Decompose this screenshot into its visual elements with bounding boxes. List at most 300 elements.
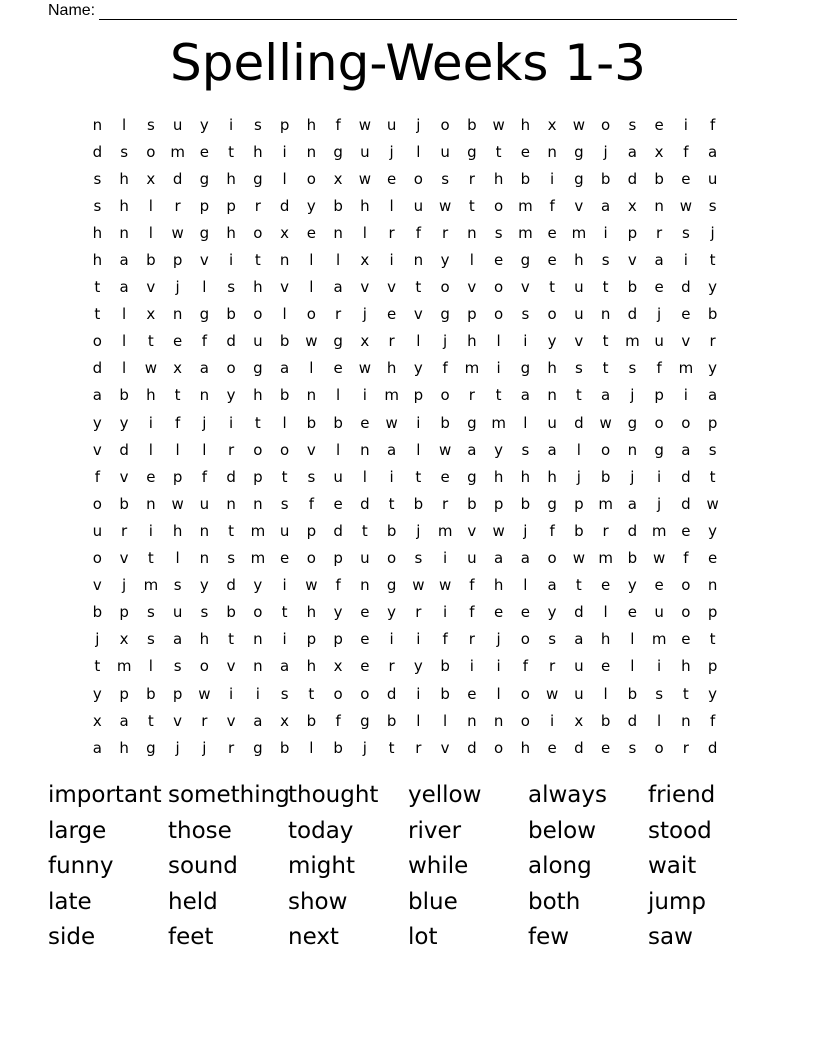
grid-letter: a <box>280 359 290 378</box>
word-list-item: funny <box>48 853 114 880</box>
grid-letter: l <box>122 332 127 351</box>
grid-letter: o <box>654 738 664 757</box>
grid-letter: r <box>388 332 395 351</box>
word-list-item: held <box>168 888 218 915</box>
grid-letter: u <box>199 494 210 513</box>
grid-letter: g <box>547 494 557 513</box>
grid-letter: e <box>681 630 691 649</box>
grid-letter: d <box>279 196 290 215</box>
grid-letter: i <box>683 115 688 134</box>
grid-letter: m <box>678 359 694 378</box>
grid-letter: h <box>574 251 584 270</box>
grid-letter: y <box>708 684 718 703</box>
grid-letter: j <box>202 738 207 757</box>
grid-letter: o <box>333 684 343 703</box>
grid-letter: a <box>173 630 183 649</box>
grid-letter: r <box>656 223 663 242</box>
grid-letter: n <box>547 142 557 161</box>
grid-letter: e <box>360 603 370 622</box>
grid-letter: s <box>146 630 155 649</box>
grid-letter: f <box>415 223 422 242</box>
grid-letter: t <box>549 278 556 297</box>
grid-letter: t <box>254 251 261 270</box>
grid-letter: p <box>493 494 504 513</box>
grid-letter: y <box>547 332 557 351</box>
grid-letter: r <box>121 521 128 540</box>
grid-letter: r <box>174 196 181 215</box>
grid-letter: h <box>92 223 103 242</box>
grid-letter: g <box>467 142 477 161</box>
grid-letter: y <box>440 251 450 270</box>
grid-letter: s <box>655 684 664 703</box>
grid-letter: b <box>574 521 584 540</box>
grid-letter: s <box>548 630 557 649</box>
grid-letter: p <box>306 521 317 540</box>
grid-letter: u <box>574 684 584 703</box>
grid-letter: v <box>146 278 156 297</box>
grid-letter: o <box>681 576 691 595</box>
name-field <box>48 0 737 20</box>
grid-letter: o <box>253 603 263 622</box>
grid-letter: m <box>651 630 667 649</box>
grid-letter: o <box>280 440 290 459</box>
grid-letter: b <box>467 494 477 513</box>
grid-letter: n <box>306 142 317 161</box>
grid-letter: o <box>253 223 263 242</box>
word-list-item: saw <box>648 924 693 951</box>
grid-letter: p <box>707 657 718 676</box>
grid-letter: n <box>360 440 370 459</box>
grid-letter: d <box>226 332 236 351</box>
grid-letter: v <box>306 440 316 459</box>
grid-letter: r <box>254 196 261 215</box>
grid-letter: r <box>468 630 475 649</box>
grid-letter: o <box>681 603 691 622</box>
grid-letter: a <box>627 142 637 161</box>
grid-letter: w <box>171 494 184 513</box>
word-list-item: lot <box>408 924 438 951</box>
grid-letter: l <box>122 359 127 378</box>
grid-letter: w <box>438 196 452 215</box>
grid-letter: s <box>93 169 102 188</box>
grid-letter: u <box>547 413 557 432</box>
grid-letter: t <box>228 142 235 161</box>
grid-letter: n <box>146 494 156 513</box>
grid-letter: s <box>521 305 530 324</box>
grid-letter: e <box>494 251 504 270</box>
grid-letter: h <box>493 467 504 486</box>
grid-letter: t <box>495 386 502 405</box>
grid-letter: t <box>94 657 101 676</box>
grid-letter: y <box>494 440 504 459</box>
grid-letter: i <box>683 386 688 405</box>
grid-letter: h <box>467 332 477 351</box>
grid-letter: l <box>496 332 501 351</box>
grid-letter: g <box>574 142 584 161</box>
grid-letter: o <box>494 196 504 215</box>
grid-letter: t <box>281 603 288 622</box>
grid-letter: a <box>467 440 477 459</box>
grid-letter: d <box>92 359 103 378</box>
grid-letter: j <box>443 332 448 351</box>
grid-letter: i <box>416 684 421 703</box>
grid-letter: b <box>146 251 156 270</box>
grid-letter: x <box>360 332 370 351</box>
grid-letter: a <box>708 386 718 405</box>
grid-letter: u <box>413 196 424 215</box>
grid-letter: h <box>92 251 103 270</box>
grid-letter: o <box>547 549 557 568</box>
grid-letter: h <box>306 603 317 622</box>
grid-letter: v <box>199 251 209 270</box>
grid-letter: v <box>574 332 584 351</box>
grid-letter: i <box>469 657 474 676</box>
grid-letter: l <box>122 305 127 324</box>
name-line <box>99 4 737 20</box>
grid-letter: y <box>708 521 718 540</box>
grid-letter: f <box>656 359 662 378</box>
grid-letter: d <box>333 521 343 540</box>
grid-letter: m <box>518 196 533 215</box>
grid-letter: l <box>523 413 528 432</box>
word-list-item: below <box>528 817 597 844</box>
grid-letter: l <box>282 305 287 324</box>
grid-letter: e <box>654 576 664 595</box>
word-list-item: might <box>288 853 355 880</box>
grid-letter: x <box>119 630 129 649</box>
grid-letter: b <box>627 549 638 568</box>
grid-letter: i <box>282 576 287 595</box>
grid-letter: f <box>549 521 555 540</box>
grid-letter: u <box>386 115 397 134</box>
grid-letter: s <box>708 196 717 215</box>
grid-letter: g <box>253 738 263 757</box>
grid-letter: i <box>229 115 234 134</box>
grid-letter: t <box>388 738 395 757</box>
grid-letter: e <box>601 738 611 757</box>
grid-letter: e <box>681 521 691 540</box>
grid-letter: e <box>681 305 691 324</box>
grid-letter: v <box>467 521 477 540</box>
grid-letter: x <box>146 305 156 324</box>
grid-letter: y <box>199 115 209 134</box>
grid-letter: e <box>547 738 557 757</box>
grid-letter: r <box>468 386 475 405</box>
grid-letter: n <box>627 440 638 459</box>
grid-letter: y <box>226 386 236 405</box>
grid-letter: e <box>360 657 370 676</box>
grid-letter: i <box>282 142 287 161</box>
grid-letter: n <box>253 494 263 513</box>
grid-letter: i <box>496 359 501 378</box>
grid-letter: s <box>120 142 129 161</box>
word-list-item: show <box>288 888 348 915</box>
grid-letter: p <box>333 549 343 568</box>
grid-letter: s <box>146 603 155 622</box>
grid-letter: m <box>651 521 667 540</box>
grid-letter: b <box>279 386 290 405</box>
grid-letter: h <box>253 386 263 405</box>
grid-letter: j <box>202 413 207 432</box>
grid-letter: m <box>464 359 480 378</box>
grid-letter: o <box>520 630 530 649</box>
grid-letter: w <box>438 440 452 459</box>
grid-letter: w <box>652 549 666 568</box>
grid-letter: r <box>388 657 395 676</box>
word-list-item: along <box>528 853 592 880</box>
grid-letter: w <box>358 359 372 378</box>
grid-letter: n <box>92 115 103 134</box>
grid-letter: t <box>147 711 154 730</box>
grid-letter: l <box>148 196 153 215</box>
grid-letter: p <box>253 467 263 486</box>
grid-letter: u <box>654 332 664 351</box>
grid-letter: i <box>148 413 153 432</box>
grid-letter: w <box>385 413 398 432</box>
grid-letter: n <box>199 386 210 405</box>
grid-letter: p <box>172 467 183 486</box>
grid-letter: u <box>467 549 477 568</box>
grid-letter: v <box>119 549 129 568</box>
grid-letter: y <box>306 196 316 215</box>
grid-letter: d <box>360 494 370 513</box>
grid-letter: w <box>412 576 425 595</box>
grid-letter: r <box>549 657 556 676</box>
grid-letter: t <box>228 630 235 649</box>
grid-letter: b <box>600 711 611 730</box>
grid-letter: e <box>494 603 504 622</box>
grid-letter: l <box>603 603 608 622</box>
grid-letter: h <box>119 738 129 757</box>
grid-letter: w <box>679 196 693 215</box>
grid-letter: j <box>657 305 662 324</box>
grid-letter: f <box>335 115 341 134</box>
word-list-item: something <box>168 782 290 808</box>
grid-letter: l <box>362 467 367 486</box>
grid-letter: v <box>280 278 290 297</box>
grid-letter: l <box>148 657 153 676</box>
grid-letter: l <box>416 440 421 459</box>
grid-letter: w <box>358 115 372 134</box>
grid-letter: t <box>147 332 154 351</box>
grid-letter: r <box>228 738 235 757</box>
grid-letter: o <box>440 115 450 134</box>
grid-letter: b <box>279 738 290 757</box>
grid-letter: w <box>438 576 452 595</box>
grid-letter: g <box>654 440 664 459</box>
grid-letter: u <box>279 521 290 540</box>
grid-letter: a <box>92 386 102 405</box>
grid-letter: s <box>628 738 637 757</box>
grid-letter: r <box>709 332 716 351</box>
grid-letter: t <box>308 684 315 703</box>
grid-letter: a <box>199 359 209 378</box>
grid-letter: n <box>226 494 236 513</box>
grid-letter: x <box>92 711 102 730</box>
grid-letter: o <box>440 278 450 297</box>
word-list-item: feet <box>168 924 214 951</box>
grid-letter: x <box>280 223 290 242</box>
grid-letter: y <box>333 603 343 622</box>
grid-letter: y <box>199 576 209 595</box>
grid-letter: e <box>654 278 664 297</box>
grid-letter: m <box>250 521 266 540</box>
grid-letter: s <box>574 359 583 378</box>
grid-letter: g <box>146 738 156 757</box>
grid-letter: u <box>253 332 263 351</box>
grid-letter: p <box>172 684 183 703</box>
grid-letter: f <box>549 196 555 215</box>
grid-letter: i <box>416 630 421 649</box>
grid-letter: p <box>574 494 584 513</box>
grid-letter: j <box>389 142 394 161</box>
grid-letter: v <box>173 711 183 730</box>
grid-letter: u <box>574 657 584 676</box>
grid-letter: h <box>146 386 156 405</box>
grid-letter: s <box>628 115 637 134</box>
grid-letter: i <box>416 413 421 432</box>
grid-letter: w <box>492 521 505 540</box>
grid-letter: d <box>681 278 691 297</box>
grid-letter: v <box>92 576 102 595</box>
word-list-item: late <box>48 888 92 915</box>
grid-letter: y <box>708 359 718 378</box>
grid-letter: r <box>442 223 449 242</box>
grid-letter: l <box>416 142 421 161</box>
grid-letter: i <box>443 549 448 568</box>
grid-letter: a <box>520 386 530 405</box>
grid-letter: w <box>358 169 372 188</box>
grid-letter: o <box>413 169 423 188</box>
grid-letter: h <box>226 223 236 242</box>
grid-letter: l <box>202 278 207 297</box>
grid-letter: d <box>574 738 584 757</box>
grid-letter: u <box>707 169 718 188</box>
grid-letter: s <box>280 494 289 513</box>
grid-letter: w <box>572 549 586 568</box>
grid-letter: n <box>600 305 611 324</box>
grid-letter: a <box>333 278 343 297</box>
grid-letter: u <box>333 467 343 486</box>
word-list-item: yellow <box>408 782 482 808</box>
word-list-item: stood <box>648 817 712 844</box>
grid-letter: e <box>547 251 557 270</box>
grid-letter: a <box>681 440 691 459</box>
grid-letter: l <box>148 440 153 459</box>
grid-letter: t <box>709 467 716 486</box>
grid-letter: r <box>442 494 449 513</box>
grid-letter: r <box>682 738 689 757</box>
grid-letter: p <box>199 196 210 215</box>
grid-letter: b <box>707 305 718 324</box>
grid-letter: j <box>175 278 180 297</box>
grid-letter: v <box>520 278 530 297</box>
grid-letter: t <box>468 196 475 215</box>
grid-letter: l <box>416 711 421 730</box>
grid-letter: s <box>307 467 316 486</box>
grid-letter: l <box>630 630 635 649</box>
grid-letter: i <box>229 413 234 432</box>
grid-letter: d <box>627 169 638 188</box>
grid-letter: t <box>602 278 609 297</box>
grid-letter: d <box>92 142 103 161</box>
grid-letter: e <box>199 142 209 161</box>
grid-letter: v <box>413 305 423 324</box>
grid-letter: a <box>654 251 664 270</box>
grid-letter: a <box>601 386 611 405</box>
grid-letter: f <box>469 576 475 595</box>
grid-letter: u <box>360 142 370 161</box>
grid-letter: f <box>709 711 716 730</box>
grid-letter: y <box>119 413 129 432</box>
grid-letter: w <box>171 223 184 242</box>
grid-letter: w <box>545 684 559 703</box>
grid-letter: b <box>520 169 531 188</box>
grid-letter: w <box>144 359 158 378</box>
grid-letter: f <box>335 711 341 730</box>
grid-letter: p <box>279 115 290 134</box>
grid-letter: r <box>388 223 395 242</box>
grid-letter: l <box>175 440 180 459</box>
grid-letter: o <box>226 359 236 378</box>
grid-letter: i <box>282 630 287 649</box>
grid-letter: u <box>172 603 183 622</box>
word-list-item: while <box>408 853 469 880</box>
word-list-item: few <box>528 924 570 951</box>
grid-letter: o <box>92 549 102 568</box>
grid-letter: f <box>469 603 475 622</box>
grid-letter: n <box>681 711 691 730</box>
grid-letter: e <box>601 657 611 676</box>
word-list-item: sound <box>168 853 238 880</box>
grid-letter: f <box>522 657 529 676</box>
grid-letter: y <box>627 576 637 595</box>
grid-letter: h <box>306 657 317 676</box>
grid-letter: h <box>119 169 129 188</box>
grid-letter: h <box>226 169 236 188</box>
grid-letter: b <box>119 386 129 405</box>
grid-letter: h <box>119 196 129 215</box>
grid-letter: u <box>654 603 664 622</box>
grid-letter: r <box>335 305 342 324</box>
grid-letter: b <box>333 738 343 757</box>
grid-letter: l <box>576 440 581 459</box>
grid-letter: o <box>253 305 263 324</box>
grid-letter: t <box>709 251 716 270</box>
word-list-item: jump <box>648 888 706 915</box>
grid-letter: p <box>226 196 236 215</box>
grid-letter: d <box>574 603 584 622</box>
grid-letter: m <box>518 223 533 242</box>
grid-letter: t <box>495 142 502 161</box>
grid-letter: s <box>494 223 503 242</box>
grid-letter: o <box>547 305 557 324</box>
grid-letter: t <box>575 576 582 595</box>
grid-letter: b <box>146 684 156 703</box>
grid-letter: s <box>521 440 530 459</box>
grid-letter: v <box>119 467 129 486</box>
grid-letter: r <box>415 738 422 757</box>
grid-letter: s <box>227 278 236 297</box>
grid-letter: m <box>143 576 159 595</box>
grid-letter: e <box>467 684 477 703</box>
grid-letter: f <box>335 576 341 595</box>
grid-letter: a <box>547 576 557 595</box>
grid-letter: j <box>523 521 528 540</box>
grid-letter: y <box>253 576 263 595</box>
grid-letter: x <box>280 711 290 730</box>
grid-letter: n <box>413 251 424 270</box>
